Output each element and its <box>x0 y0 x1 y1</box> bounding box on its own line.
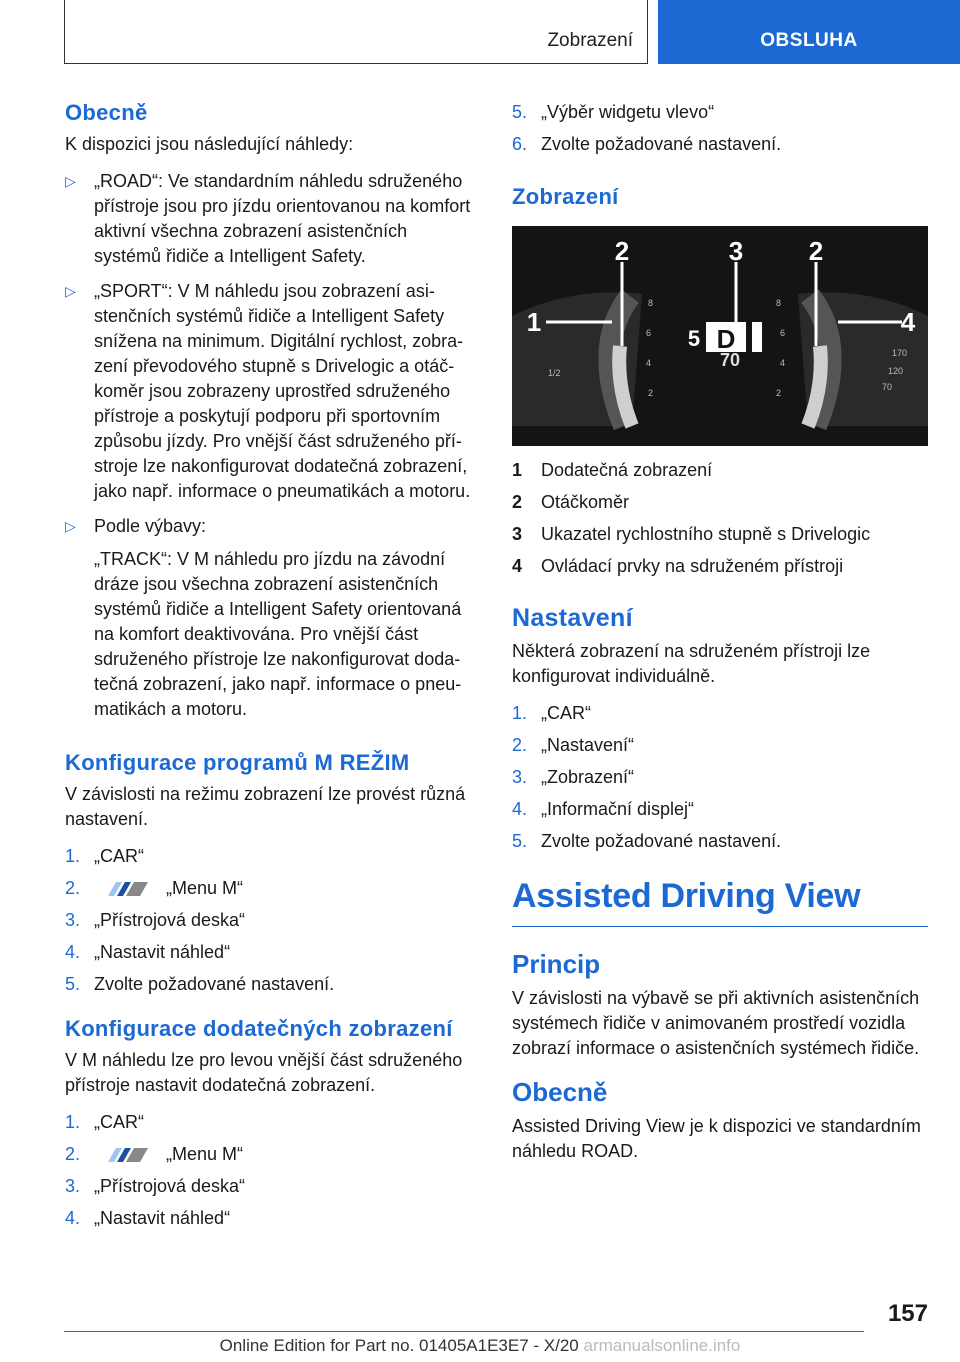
gear-letter: D <box>716 324 736 354</box>
m-menu-logo-icon <box>102 880 154 898</box>
obecne-heading: Obecně <box>65 100 148 125</box>
konfig-m-heading: Konfigurace programů M REŽIM <box>65 750 410 775</box>
adv-heading: Assisted Driving View <box>512 877 928 927</box>
bullet-subtext: „TRACK“: V M náhledu pro jízdu na závodní dráze jsou všechna zobrazení asistenčních systémů řidiče a Intelligent Safety orientovaná na komfort deaktivována. Pro vnější část sdruženého přístroje lze nakonfigurovat dodatečná zobrazení, jako např. informace o pneumatikách a motoru. <box>94 549 462 719</box>
konfig-d-step: 4. „Nastavit náhled“ <box>65 1208 231 1228</box>
left-column <box>65 100 479 1238</box>
section-title: Zobrazení <box>547 30 633 51</box>
speed-readout: 70 <box>719 350 741 370</box>
callout-label: 3 <box>728 236 744 266</box>
tach-tick: 6 <box>780 328 786 338</box>
nastaveni-intro: Některá zobrazení na sdruženém přístroji lze konfigurovat individuálně. <box>512 641 871 686</box>
right-widget-label: 70 <box>882 382 893 392</box>
right-widget-label: 170 <box>892 348 908 358</box>
tach-tick: 8 <box>648 298 654 308</box>
nastaveni-heading: Nastavení <box>512 604 633 632</box>
bullet-road <box>65 169 479 269</box>
obecne2-heading: Obecně <box>512 1077 608 1107</box>
right-column <box>512 100 928 1164</box>
nastaveni-step: 4. „Informační displej“ <box>512 799 695 819</box>
instrument-cluster-image <box>512 226 928 446</box>
konfig-d-heading: Konfigurace dodatečných zobrazení <box>65 1016 453 1041</box>
legend-item: 1 Dodatečná zobrazení <box>512 460 713 480</box>
callout-label: 1 <box>526 307 542 337</box>
footer-edition: Online Edition for Part no. 01405A1E3E7 - X/20 armanualsonline.info <box>219 1336 741 1355</box>
footer-divider <box>64 1331 864 1332</box>
header-box <box>64 0 648 64</box>
chapter-tab-label: OBSLUHA <box>760 30 858 51</box>
tach-tick: 8 <box>776 298 782 308</box>
princip-heading: Princip <box>512 949 601 979</box>
konfig-d-step: 3. „Přístrojová deska“ <box>65 1176 246 1196</box>
nastaveni-step: 1. „CAR“ <box>512 703 591 723</box>
nastaveni-step: 3. „Zobrazení“ <box>512 767 635 787</box>
konfig-m-step: 2. „Menu M“ <box>65 878 244 898</box>
tach-tick: 2 <box>648 388 654 398</box>
tach-tick: 4 <box>780 358 786 368</box>
page-number: 157 <box>887 1300 928 1327</box>
chapter-tab[interactable] <box>658 0 960 64</box>
obecne2-text: Assisted Driving View je k dispozici ve standardním náhledu ROAD. <box>512 1116 921 1161</box>
obecne-intro: K dispozici jsou následující náhledy: <box>65 134 354 154</box>
konfig-m-intro: V závislosti na režimu zobrazení lze provést různá nastavení. <box>65 784 466 829</box>
princip-text: V závislosti na výbavě se při aktivních asistenčních systémech řidiče v animovaném prostředí vozidla zobrazí informace o asistenčních systémech řidiče. <box>512 988 920 1058</box>
watermark: armanualsonline.info <box>583 1336 741 1355</box>
konfig-d-intro: V M náhledu lze pro levou vnější část sdruženého přístroje nastavit dodatečná zobrazení. <box>65 1050 463 1095</box>
triangle-bullet-icon: ▷ <box>65 283 76 299</box>
nastaveni-step: 5. Zvolte požadované nastavení. <box>512 831 782 851</box>
left-widget-label: 1/2 <box>548 368 561 378</box>
konfig-m-step: 5. Zvolte požadované nastavení. <box>65 974 335 994</box>
bullet-text: „ROAD“: Ve standardním náhledu sdruženého přístroje jsou pro jízdu orientovanou na komfort aktivní všechna zobrazení asistenčních systémů řidiče a Intelligent Safety. <box>94 171 471 266</box>
nastaveni-step: 2. „Nastavení“ <box>512 735 635 755</box>
m-menu-logo-icon <box>102 1146 154 1164</box>
triangle-bullet-icon: ▷ <box>65 518 76 534</box>
bullet-text: „SPORT“: V M náhledu jsou zobrazení asistenčních systémů řidiče a Intelligent Safety snížena na minimum. Digitální rychlost, zobrazení převodového stupně s Drivelogic a otáčkoměr jsou zobrazeny uprostřed sdruženého přístroje a poskytují podporu při sportovním způsobu jízdy. Pro vnější část sdruženého přístroje lze nakonfigurovat dodatečná zobrazení, jako např. informace o pneumatikách a motoru. <box>94 281 471 501</box>
bullet-track <box>65 514 479 722</box>
bullet-sport <box>65 279 479 504</box>
konfig-m-step: 3. „Přístrojová deska“ <box>65 910 246 930</box>
right-widget-label: 120 <box>888 366 904 376</box>
callout-label: 2 <box>614 236 630 266</box>
konfig-m-step: 4. „Nastavit náhled“ <box>65 942 231 962</box>
legend-item: 2 Otáčkoměr <box>512 492 630 512</box>
cont-step: 6. Zvolte požadované nastavení. <box>512 134 782 154</box>
triangle-bullet-icon: ▷ <box>65 173 76 189</box>
gear-number: 5 <box>687 326 701 351</box>
konfig-d-step: 2. „Menu M“ <box>65 1144 244 1164</box>
konfig-d-step: 1. „CAR“ <box>65 1112 144 1132</box>
tach-tick: 2 <box>776 388 782 398</box>
tach-tick: 6 <box>646 328 652 338</box>
tach-tick: 4 <box>646 358 652 368</box>
callout-label: 4 <box>900 307 916 337</box>
cont-step: 5. „Výběr widgetu vlevo“ <box>512 102 715 122</box>
zobrazeni-heading: Zobrazení <box>512 184 619 209</box>
callout-label: 2 <box>808 236 824 266</box>
konfig-m-step: 1. „CAR“ <box>65 846 144 866</box>
legend-item: 3 Ukazatel rychlostního stupně s Drivelogic <box>512 524 871 544</box>
legend-item: 4 Ovládací prvky na sdruženém přístroji <box>512 556 844 576</box>
bullet-text: Podle výbavy: <box>94 516 207 536</box>
